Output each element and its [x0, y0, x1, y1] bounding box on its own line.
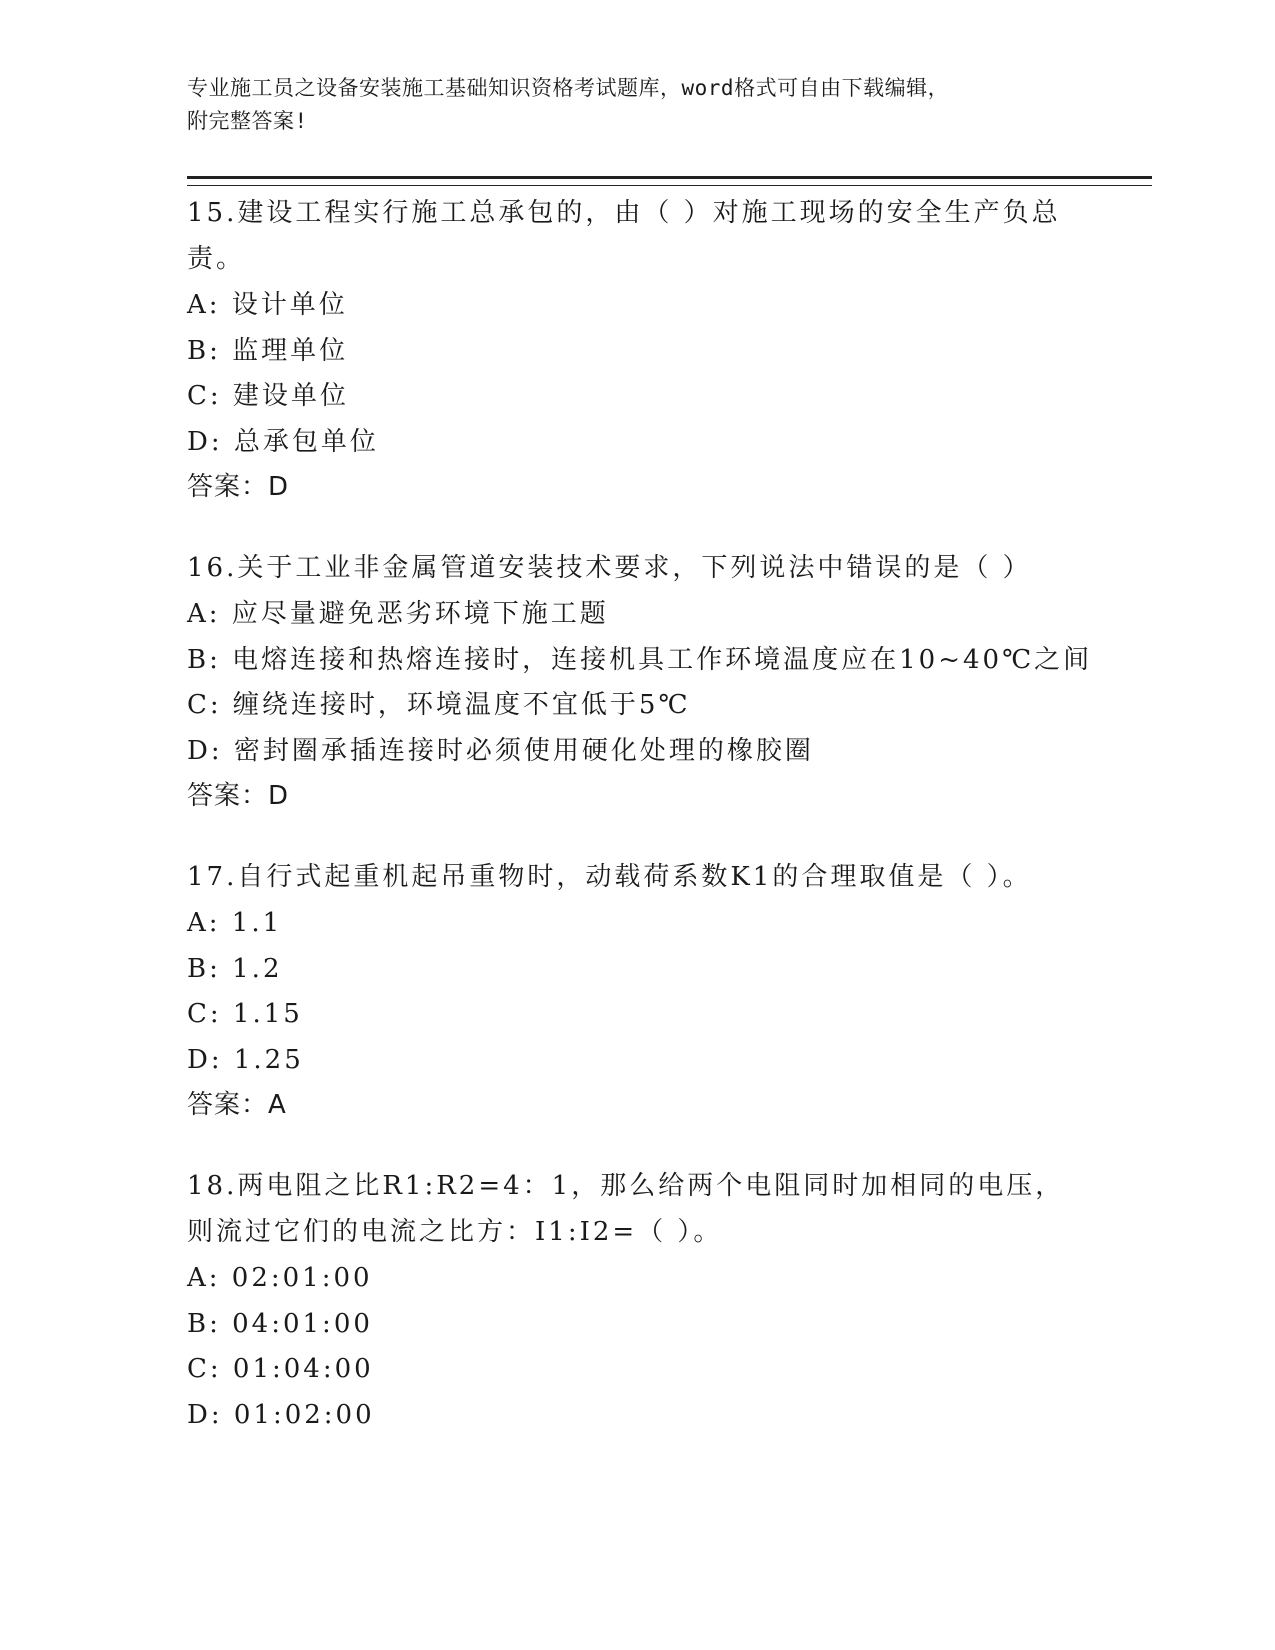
option-a: A: 02:01:00 [187, 1263, 373, 1293]
question-17 [187, 854, 1152, 1128]
option-a: A: 设计单位 [187, 290, 348, 320]
option-c: C: 1.15 [187, 999, 303, 1029]
option-d: D: 总承包单位 [187, 426, 379, 457]
option-b: B: 1.2 [187, 953, 283, 984]
question-15 [187, 190, 1152, 510]
option-c: C: 缠绕连接时，环境温度不宜低于5℃ [187, 690, 691, 720]
document-header [187, 72, 1087, 138]
header-divider [187, 176, 1152, 186]
option-d: D: 01:02:00 [187, 1399, 375, 1430]
answer: 答案：D [187, 472, 290, 502]
question-text: 15.建设工程实行施工总承包的，由（ ）对施工现场的安全生产负总责。 [187, 198, 1061, 274]
option-b: B: 电熔连接和热熔连接时，连接机具工作环境温度应在10~40℃之间 [187, 644, 1093, 675]
option-c: C: 建设单位 [187, 381, 349, 411]
option-d: D: 密封圈承插连接时必须使用硬化处理的橡胶圈 [187, 735, 814, 766]
question-16 [187, 545, 1152, 819]
option-d: D: 1.25 [187, 1044, 304, 1075]
question-text: 18.两电阻之比R1:R2=4：1，那么给两个电阻同时加相同的电压，则流过它们的电流之比方：I1:I2=（ ）。 [187, 1171, 1065, 1247]
option-b: B: 监理单位 [187, 335, 349, 366]
question-list [187, 190, 1152, 1472]
question-text: 17.自行式起重机起吊重物时，动载荷系数K1的合理取值是（ ）。 [187, 862, 1032, 892]
header-line-1: 专业施工员之设备安装施工基础知识资格考试题库，word格式可自由下载编辑， [187, 76, 950, 100]
option-a: A: 1.1 [187, 908, 283, 938]
answer: 答案：A [187, 1090, 287, 1120]
question-text: 16.关于工业非金属管道安装技术要求，下列说法中错误的是（ ） [187, 553, 1032, 583]
option-c: C: 01:04:00 [187, 1354, 374, 1384]
option-a: A: 应尽量避免恶劣环境下施工题 [187, 599, 609, 629]
option-b: B: 04:01:00 [187, 1308, 373, 1339]
answer: 答案：D [187, 781, 290, 811]
header-line-2: 附完整答案! [187, 109, 308, 133]
question-18 [187, 1163, 1152, 1437]
